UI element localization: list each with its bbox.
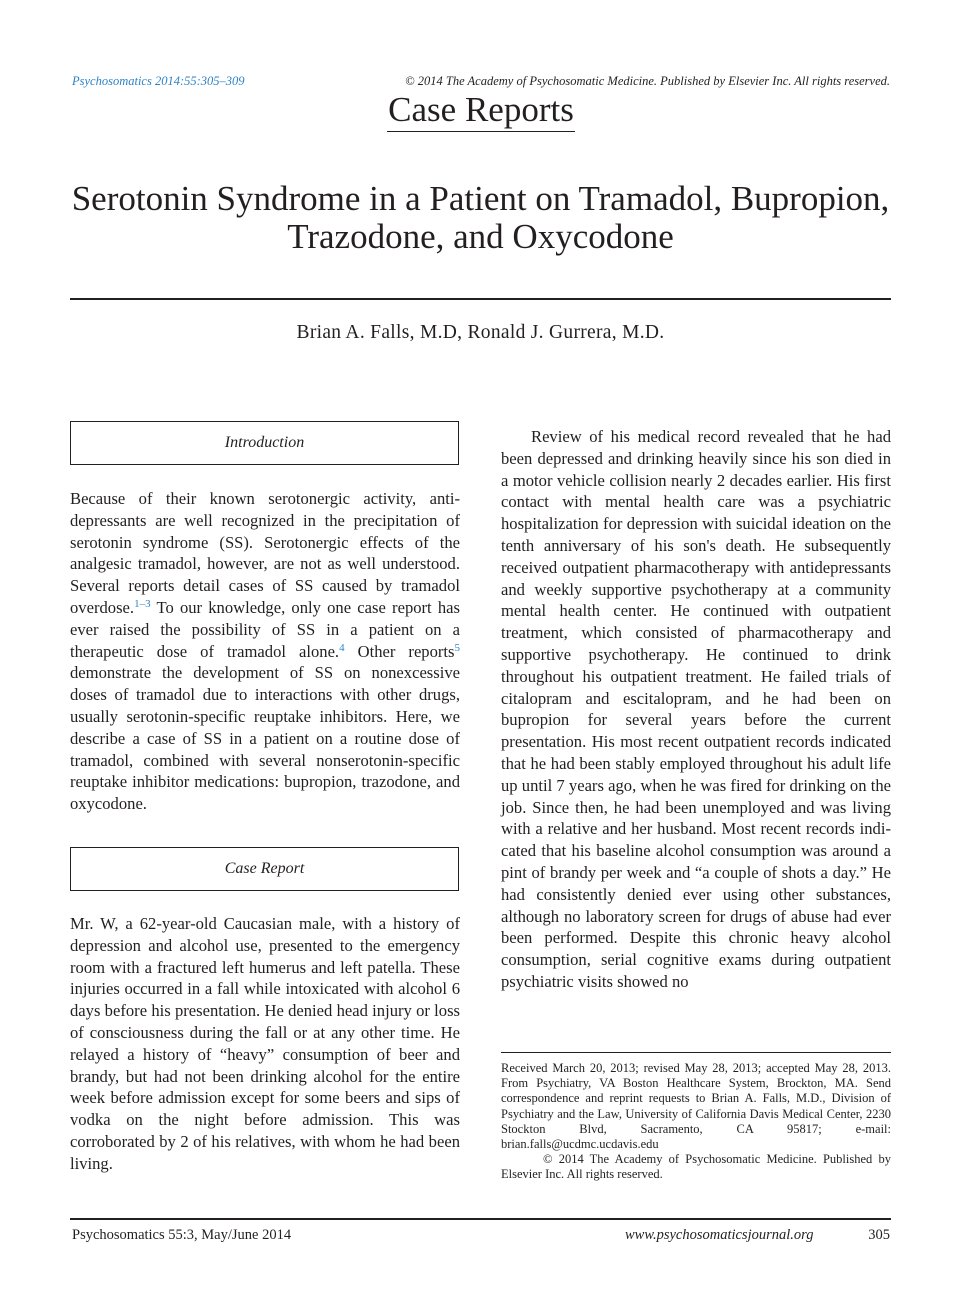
intro-text-4: demonstrate the development of SS on nonexcessive doses of tramadol due to interactions with other drugs, usually serotonin-specific reuptake inhibitors. Here, we describe a case of SS in a patient on a routine dose of tramadol, combined with several nonserotonin-specific reuptake inhibitor medications: bupropion, trazodone, and oxycodone. — [70, 663, 460, 814]
footnote-received: Received March 20, 2013; revised May 28, 2013; accepted May 28, 2013. From Psychiatry, VA Boston Healthcare System, Brockton, MA. Send correspondence and reprint requests to Brian A. Falls, M.D., Division of Psychiatry and the Law, University of California Davis Medical Center, 2230 Stockton Blvd, Sacramento, CA 95817; e-mail: brian.falls@ucdmc.ucdavis.edu — [501, 1061, 891, 1152]
citation-link-1-3[interactable]: 1–3 — [134, 597, 151, 610]
article-authors: Brian A. Falls, M.D, Ronald J. Gurrera, M.D. — [296, 322, 665, 343]
footer-journal-url[interactable]: www.psychosomaticsjournal.org — [625, 1227, 814, 1243]
section-label — [0, 90, 962, 130]
intro-text-2: To our knowledge, only one case report has ever raised the possibility of SS in a patient on a therapeutic dose of tramadol alone. — [70, 597, 460, 661]
section-label-text: Case Reports — [387, 90, 575, 132]
introduction-heading: Introduction — [70, 421, 459, 465]
header-copyright: © 2014 The Academy of Psychosomatic Medicine. Published by Elsevier Inc. All rights reserved. — [405, 74, 890, 88]
citation-link-5[interactable]: 5 — [454, 641, 460, 654]
footnote-divider — [501, 1052, 891, 1053]
citation-link-4[interactable]: 4 — [339, 641, 345, 654]
footer-divider — [70, 1218, 891, 1220]
footer-journal-issue: Psychosomatics 55:3, May/June 2014 — [72, 1227, 292, 1243]
article-footnote — [501, 1061, 891, 1183]
case-report-heading: Case Report — [70, 847, 459, 891]
intro-text-3: Other reports — [344, 641, 455, 661]
introduction-paragraph — [70, 488, 460, 815]
footnote-copyright: © 2014 The Academy of Psychosomatic Medicine. Published by Elsevier Inc. All rights reserved. — [501, 1152, 891, 1182]
case-report-paragraph-2: Review of his medical record revealed that he had been depressed and drinking heavily since his son died in a motor vehicle collision nearly 2 decades earlier. His first contact with mental health care was a psychiatric hospitalization for depression with suicidal ideation on the tenth anniversary of his son's death. He subsequently received outpatient pharmacotherapy with antidepressants and weekly supportive psychotherapy at a community mental health center. He continued with outpatient treatment, which consisted of pharmacotherapy and supportive psychotherapy. He continued to drink throughout his outpatient treatment. He failed trials of citalopram and escitalopram, and he had been on bupropion for several years before the current presentation. His most recent outpatient records indicated that he had been stably employed throughout his adult life up until 7 years ago, when he was fired for drinking on the job. Since then, he had been unemployed and was living with a relative and her husband. Most recent records indicated that his baseline alcohol consumption was around a pint of brandy per week and “a couple of shots a day.” He had consistently denied ever using other substances, although no laboratory screen for drugs of abuse had ever been performed. Despite this chronic heavy alcohol consumption, serial cognitive exams during outpatient psychiatric visits showed no — [501, 427, 891, 991]
journal-citation[interactable]: Psychosomatics 2014:55:305–309 — [72, 74, 245, 88]
page-number: 305 — [868, 1227, 890, 1243]
intro-text-1: Because of their known serotonergic activity, antidepressants are well recognized in the precipitation of serotonin syndrome (SS). Serotonergic effects of the analgesic tramadol, however, are not as well understood. Several reports detail cases of SS caused by tramadol overdose. — [70, 489, 460, 617]
title-divider — [70, 298, 891, 300]
case-report-paragraph-1: Mr. W, a 62-year-old Caucasian male, with a history of depression and alcohol use, presented to the emergency room with a fractured left humerus and left patella. These injuries occurred in a fall while intoxicated with alcohol 6 days before his presentation. He denied head injury or loss of consciousness during the fall or at any other time. He relayed a history of “heavy” consumption of beer and brandy, but had not been drinking alcohol for the entire week before admission except for some beers and sips of vodka on the night before admission. This was corroborated by 2 of his relatives, with whom he had been living. — [70, 914, 460, 1173]
article-title: Serotonin Syndrome in a Patient on Tramadol, Bupropion, Trazodone, and Oxycodone — [71, 179, 890, 256]
